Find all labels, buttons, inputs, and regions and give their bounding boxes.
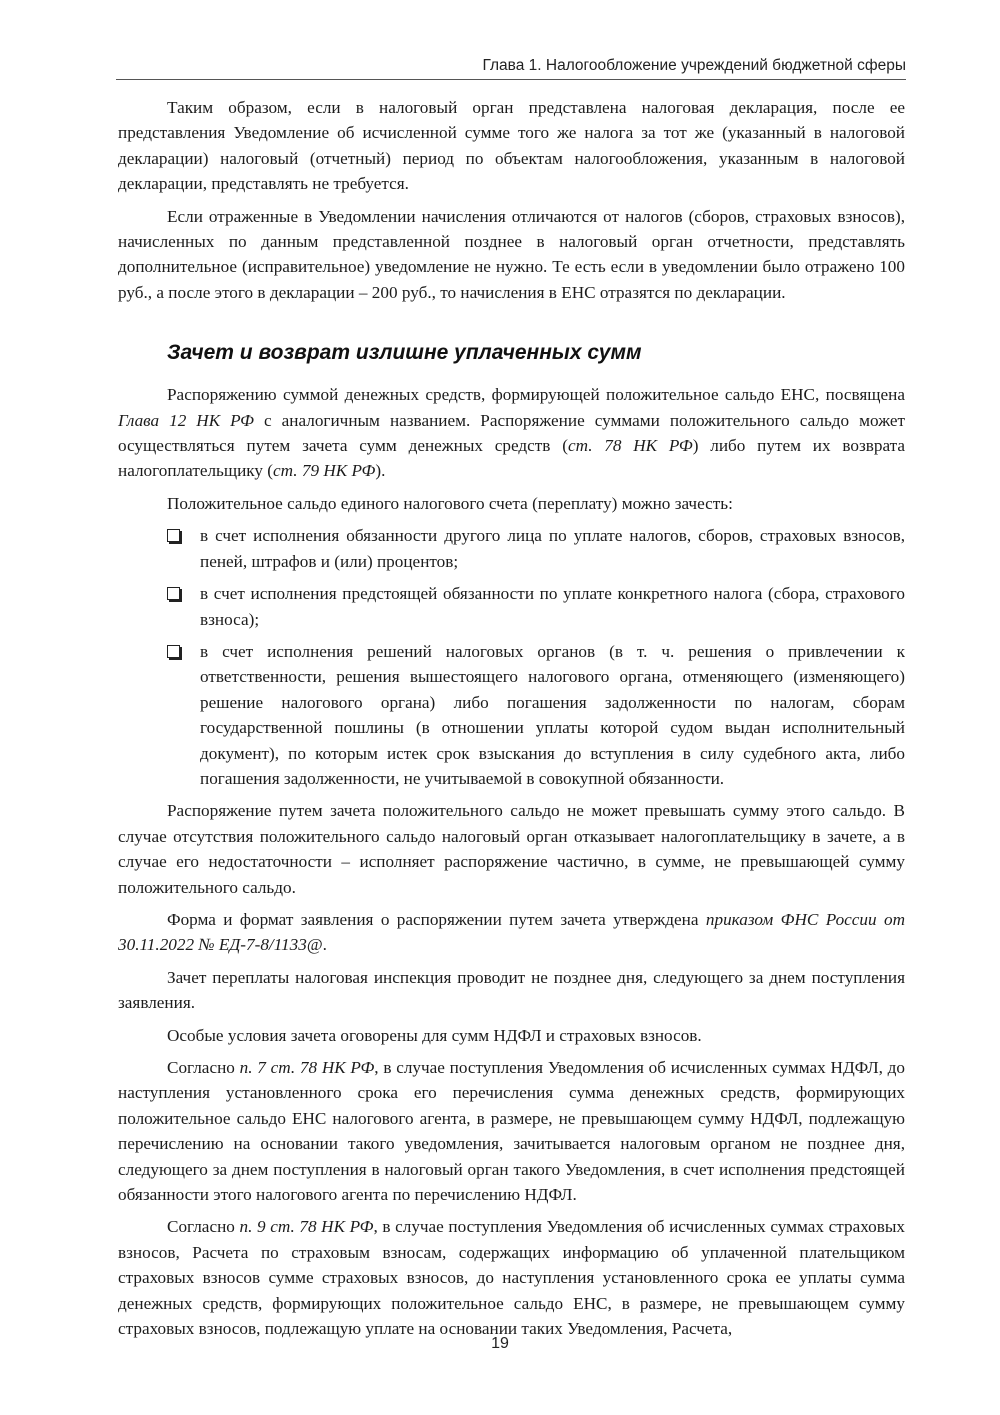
- text-run: с аналогичным названием. Распоряжение суммами положительного сальдо может осуществляться путем зачета сумм денежных средств (: [118, 410, 905, 456]
- text-run: Согласно: [167, 1058, 240, 1077]
- list-item-text: в счет исполнения решений налоговых органов (в т. ч. решения о привлечении к ответственности, решения вышестоящего налогового органа, отменяющего (изменяющего) решение налогового органа) либо погашения задолженности по налогам, сборам государственной пошлины (в отношении уплаты которой судом выдан исполнительный документ), по которым истек срок взыскания до вступления в силу судебного акта, либо погашения задолженности, не учитываемой в совокупной обязанности.: [200, 641, 905, 788]
- checkbox-bullet-icon: [167, 529, 180, 542]
- list-item: [118, 523, 905, 574]
- list-item: [118, 581, 905, 632]
- checkbox-bullet-icon: [167, 645, 180, 658]
- paragraph-ndfl-offset: [118, 1055, 905, 1207]
- page-number: 19: [491, 1335, 509, 1352]
- list-item-text: в счет исполнения предстоящей обязанности по уплате конкретного налога (сбора, страхового взноса);: [200, 584, 905, 629]
- checkbox-bullet-icon: [167, 587, 180, 600]
- paragraph-offset-limit: Распоряжение путем зачета положительного сальдо не может превышать сумму этого сальдо. В случае отсутствия положительного сальдо налоговый орган отказывает налогоплательщику в зачете, а в случае его недостаточности – исполняет распоряжение частично, в сумме, не превышающей сумму положительного сальдо.: [118, 801, 905, 897]
- law-reference: приказом ФНС России от 30.11.2022 № ЕД-7-8/1133@: [118, 909, 906, 955]
- paragraph-offset-timing: Зачет переплаты налоговая инспекция проводит не позднее дня, следующего за днем поступления заявления.: [118, 967, 905, 1013]
- list-item-text: в счет исполнения обязанности другого лица по уплате налогов, сборов, страховых взносов, пеней, штрафов и (или) процентов;: [200, 526, 905, 571]
- text-run: Согласно: [167, 1217, 240, 1237]
- text-run: , в случае поступления Уведомления об исчисленных суммах НДФЛ, до наступления установленного срока его перечисления сумма денежных средств, формирующих положительное сальдо ЕНС налогового агента, в размере, не превышающем сумму НДФЛ, подлежащую перечислению на основании такого уведомления, зачитывается налоговым органом не позднее дня, следующего за днем поступления в налоговый орган такого Уведомления, в счет исполнения предстоящей обязанности этого налогового агента по перечислению НДФЛ.: [118, 1058, 905, 1205]
- paragraph-application-form: [118, 907, 905, 958]
- text-run: Распоряжению суммой денежных средств, формирующей положительное сальдо ЕНС, посвящена: [167, 385, 905, 405]
- text-run: Форма и формат заявления о распоряжении путем зачета утверждена: [167, 909, 706, 929]
- law-reference: п. 7 ст. 78 НК РФ: [239, 1058, 375, 1077]
- paragraph-insurance-offset: [118, 1214, 905, 1341]
- offset-options-list: [118, 523, 905, 791]
- law-reference: ст. 79 НК РФ: [273, 461, 376, 481]
- text-run: .: [322, 935, 327, 955]
- page-body: [118, 95, 905, 1348]
- law-reference: п. 9 ст. 78 НК РФ: [239, 1217, 374, 1237]
- running-header: Глава 1. Налогообложение учреждений бюджетной сферы: [116, 57, 906, 80]
- text-run: ).: [375, 461, 386, 481]
- intro-paragraph-1: Таким образом, если в налоговый орган представлена налоговая декларация, после ее представления Уведомление об исчисленной сумме того же налога за тот же (указанный в налоговой декларации) налоговый (отчетный) период по объектам налогообложения, указанным в налоговой декларации, представлять не требуется.: [118, 98, 905, 194]
- law-reference: ст. 78 НК РФ: [567, 436, 693, 456]
- text-run: , в случае поступления Уведомления об исчисленных суммах страховых взносов, Расчета по страховым взносам, содержащих информацию об уплаченной плательщиком страховых взносов сумме страховых взносов, до наступления установленного срока ее уплаты сумма денежных средств, формирующих положительное сальдо ЕНС, в размере, не превышающем сумму страховых взносов, подлежащую уплате на основании таких Уведомления, Расчета,: [118, 1217, 905, 1339]
- paragraph-chapter-12-reference: [118, 382, 905, 484]
- list-item: [118, 639, 905, 791]
- section-heading: Зачет и возврат излишне уплаченных сумм: [167, 341, 642, 365]
- paragraph-offset-intro: Положительное сальдо единого налогового счета (переплату) можно зачесть:: [167, 493, 733, 513]
- law-reference: Глава 12 НК РФ: [118, 410, 254, 430]
- paragraph-special-conditions: Особые условия зачета оговорены для сумм НДФЛ и страховых взносов.: [167, 1025, 702, 1045]
- text-run: ) либо путем их возврата налогоплательщику (: [118, 436, 905, 481]
- intro-paragraph-2: Если отраженные в Уведомлении начисления отличаются от налогов (сборов, страховых взносов), начисленных по данным представленной позднее в налоговый орган отчетности, представлять дополнительное (исправительное) уведомление не нужно. Те есть если в уведомлении было отражено 100 руб., а после этого в декларации – 200 руб., то начисления в ЕНС отразятся по декларации.: [118, 206, 905, 302]
